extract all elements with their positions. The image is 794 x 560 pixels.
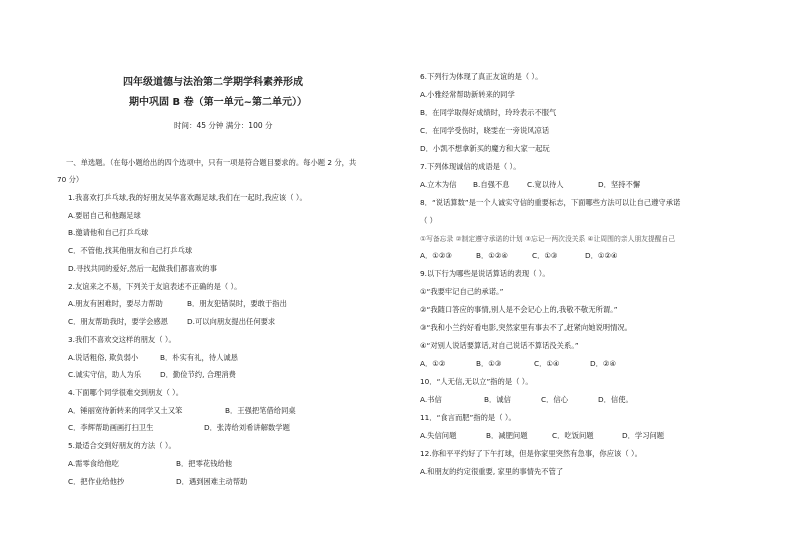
exam-title-line1: 四年级道德与法治第二学期学科素养形成: [123, 77, 303, 88]
question-1-option-d: D.寻找共同的爱好,然后一起做我们都喜欢的事: [68, 264, 217, 273]
question-11-stem: 11．“食言而肥”指的是（ ）。: [420, 413, 516, 422]
question-7-option-b: B.自强不息: [473, 180, 510, 189]
question-5-option-a: A.需零食给他吃: [68, 459, 119, 468]
question-8-note: ①写备忘录 ②制定遵守承诺的计划 ③忘记一两次没关系 ④让周围的亲人朋友提醒自己: [420, 235, 676, 243]
question-4-option-b: B．王强把笔借给同桌: [225, 406, 296, 415]
question-11-option-a: A.失信问题: [420, 431, 457, 440]
question-5-option-b: B．把零花钱给他: [176, 459, 233, 468]
question-11-option-b: B．减肥问题: [486, 431, 528, 440]
exam-title-line2: 期中巩固 B 卷（第一单元~第二单元））: [129, 97, 307, 108]
question-8-option-d: D．①②④: [585, 251, 618, 260]
question-11-option-d: D．学习问题: [622, 431, 665, 440]
question-10-option-b: B．诚信: [484, 395, 511, 404]
question-10-option-d: D．信使。: [598, 395, 633, 404]
question-9-item-3: ③“我和小兰约好看电影,突然家里有事去不了,赶紧向她说明情况。: [420, 323, 632, 332]
question-5-option-c: C．把作业给他抄: [68, 477, 125, 486]
question-3-option-b: B．朴实有礼，待人诚恳: [160, 353, 238, 362]
question-5-stem: 5.最适合交到好朋友的方法（ ）。: [68, 441, 176, 450]
question-8-option-c: C．①③: [532, 251, 558, 260]
question-3-stem: 3.我们不喜欢交这样的朋友（ ）。: [68, 335, 176, 344]
question-5-option-d: D．遇到困难主动帮助: [176, 477, 248, 486]
question-4-option-c: C．李辉帮助画画打扫卫生: [68, 423, 154, 432]
question-2-option-d: D.可以向朋友提出任何要求: [187, 317, 276, 326]
section-heading: 一、单选题。（在每小题给出的四个选项中，只有一项是符合题目要求的。每小题 2 分，共: [66, 158, 357, 167]
question-7-stem: 7.下列体现诚信的成语是（ ）。: [420, 162, 521, 171]
question-10-option-c: C．信心: [541, 395, 568, 404]
question-7-option-d: D．坚持不懈: [598, 180, 641, 189]
question-8-stem: 8．“说话算数”是一个人诚实守信的重要标志，下面哪些方法可以让自己遵守承诺: [420, 198, 681, 207]
question-3-option-d: D．勤俭节约, 合理消费: [160, 370, 236, 379]
question-9-option-b: B．①③: [476, 359, 502, 368]
section-heading-cont: 70 分）: [57, 175, 84, 184]
question-1-option-a: A.要屈自己和他踢足球: [68, 211, 141, 220]
question-8-option-a: A．①②③: [420, 251, 452, 260]
question-8-stem-cont: （ ）: [420, 216, 437, 225]
question-4-stem: 4.下面哪个同学很难交到朋友（ ）。: [68, 388, 184, 397]
question-10-option-a: A.书信: [420, 395, 442, 404]
exam-time-info: 时间：45 分钟 满分：100 分: [174, 121, 273, 130]
question-9-option-c: C．①④: [534, 359, 560, 368]
question-6-option-d: D．小凯不想拿新买的魔方和大家一起玩: [420, 144, 550, 153]
question-7-option-c: C.宽以待人: [527, 180, 564, 189]
question-6-stem: 6.下列行为体现了真正友谊的是（ ）。: [420, 72, 543, 81]
question-2-stem: 2.友谊来之不易，下列关于友谊表述不正确的是（ ）。: [68, 282, 242, 291]
question-2-option-c: C．朋友帮助我时，要学会感恩: [68, 317, 168, 326]
question-7-option-a: A.立木为信: [420, 180, 457, 189]
question-12-option-a: A.和朋友的约定很重要, 家里的事情先不管了: [420, 467, 564, 476]
question-3-option-c: C.诚实守信，助人为乐: [68, 370, 142, 379]
question-2-option-b: B．朋友犯错误时，要敢于指出: [187, 299, 287, 308]
question-3-option-a: A.说话粗俗, 欺负弱小: [68, 353, 139, 362]
question-6-option-a: A.小雅经常帮助新转来的同学: [420, 90, 515, 99]
question-6-option-c: C．在同学受伤时，晓雯在一旁说风凉话: [420, 126, 550, 135]
question-8-option-b: B．①②④: [476, 251, 508, 260]
question-4-option-d: D．张涛给刘希讲解数学题: [204, 423, 290, 432]
question-12-stem: 12.你和平平约好了下午打球，但是你家里突然有急事，你应该（ ）。: [420, 449, 642, 458]
question-9-option-d: D．②④: [590, 359, 616, 368]
question-1-stem: 1.我喜欢打乒乓球,我的好朋友吴华喜欢踢足球,我们在一起时,我应该（ ）。: [68, 193, 307, 202]
question-11-option-c: C．吃饭问题: [552, 431, 594, 440]
question-9-item-1: ①“我要牢记自己的承诺。”: [420, 287, 504, 296]
question-9-item-2: ②“我随口答应的事情,别人是不会记心上的,我敬不敬无所谓。”: [420, 305, 618, 314]
question-4-option-a: A．锤丽宽待新转来的同学又土又笨: [68, 406, 183, 415]
question-10-stem: 10．“人无信,无以立”指的是（ ）。: [420, 377, 533, 386]
question-9-option-a: A．①②: [420, 359, 446, 368]
question-2-option-a: A.朋友有困难时，要尽力帮助: [68, 299, 163, 308]
question-1-option-b: B.邀请他和自己打乒乓球: [68, 228, 149, 237]
question-6-option-b: B．在同学取得好成绩时，玲玲表示不服气: [420, 108, 557, 117]
question-9-item-4: ④“对别人说话要算话,对自己说话不算话没关系。”: [420, 341, 579, 350]
question-9-stem: 9.以下行为哪些是说话算话的表现（ ）。: [420, 269, 550, 278]
question-1-option-c: C．不管他,找其他朋友和自己打乒乓球: [68, 246, 193, 255]
